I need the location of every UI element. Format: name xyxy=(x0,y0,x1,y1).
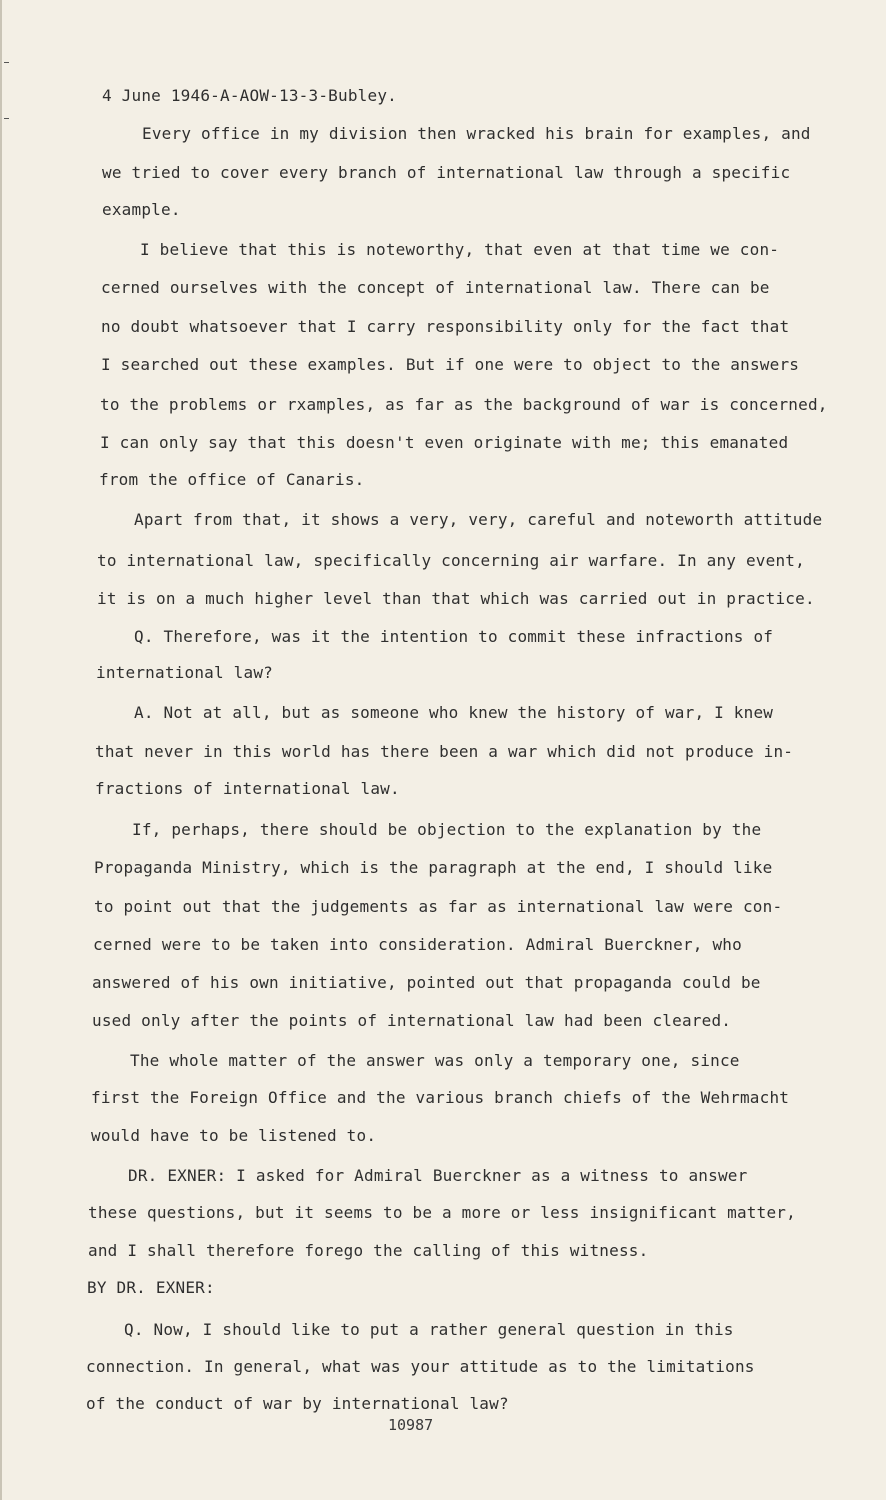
text-line: example. xyxy=(102,200,181,219)
text-line: Apart from that, it shows a very, very, careful and noteworth attitude xyxy=(134,510,823,529)
text-line: I searched out these examples. But if one were to object to the answers xyxy=(101,355,800,374)
text-line: to international law, specifically concerning air warfare. In any event, xyxy=(97,551,805,570)
text-line: connection. In general, what was your attitude as to the limitations xyxy=(86,1357,755,1376)
text-line: these questions, but it seems to be a more or less insignificant matter, xyxy=(88,1203,796,1222)
text-line: I believe that this is noteworthy, that even at that time we con- xyxy=(140,240,780,259)
text-line: of the conduct of war by international law? xyxy=(86,1394,509,1413)
text-line: no doubt whatsoever that I carry responsibility only for the fact that xyxy=(101,317,790,336)
text-line: I can only say that this doesn't even originate with me; this emanated xyxy=(100,433,789,452)
text-line: cerned ourselves with the concept of international law. There can be xyxy=(101,278,770,297)
page-header: 4 June 1946-A-AOW-13-3-Bubley. xyxy=(102,86,397,105)
text-line: and I shall therefore forego the calling of this witness. xyxy=(88,1241,649,1260)
text-line: answered of his own initiative, pointed out that propaganda could be xyxy=(92,973,761,992)
text-line: cerned were to be taken into consideration. Admiral Buerckner, who xyxy=(93,935,742,954)
typed-text-body xyxy=(2,0,886,1500)
text-line: would have to be listened to. xyxy=(91,1126,377,1145)
text-line: we tried to cover every branch of international law through a specific xyxy=(102,163,791,182)
text-line: it is on a much higher level than that which was carried out in practice. xyxy=(97,589,815,608)
text-line: to the problems or rxamples, as far as the background of war is concerned, xyxy=(100,395,828,414)
text-line: Q. Therefore, was it the intention to commit these infractions of xyxy=(134,627,774,646)
text-line: Q. Now, I should like to put a rather general question in this xyxy=(124,1320,734,1339)
text-line: from the office of Canaris. xyxy=(99,470,365,489)
speaker-heading: BY DR. EXNER: xyxy=(87,1278,215,1297)
page-number: 10987 xyxy=(388,1416,434,1434)
text-line: that never in this world has there been a war which did not produce in- xyxy=(95,742,794,761)
text-line: The whole matter of the answer was only a temporary one, since xyxy=(130,1051,740,1070)
text-line: international law? xyxy=(96,663,273,682)
text-line: to point out that the judgements as far as international law were con- xyxy=(94,897,783,916)
text-line: used only after the points of international law had been cleared. xyxy=(92,1011,732,1030)
text-line: first the Foreign Office and the various branch chiefs of the Wehrmacht xyxy=(91,1088,790,1107)
text-line: Propaganda Ministry, which is the paragraph at the end, I should like xyxy=(94,858,773,877)
text-line: fractions of international law. xyxy=(95,779,400,798)
text-line: A. Not at all, but as someone who knew the history of war, I knew xyxy=(134,703,774,722)
text-line: If, perhaps, there should be objection to the explanation by the xyxy=(132,820,762,839)
text-line: DR. EXNER: I asked for Admiral Buerckner as a witness to answer xyxy=(128,1166,748,1185)
text-line: Every office in my division then wracked his brain for examples, and xyxy=(142,124,811,143)
